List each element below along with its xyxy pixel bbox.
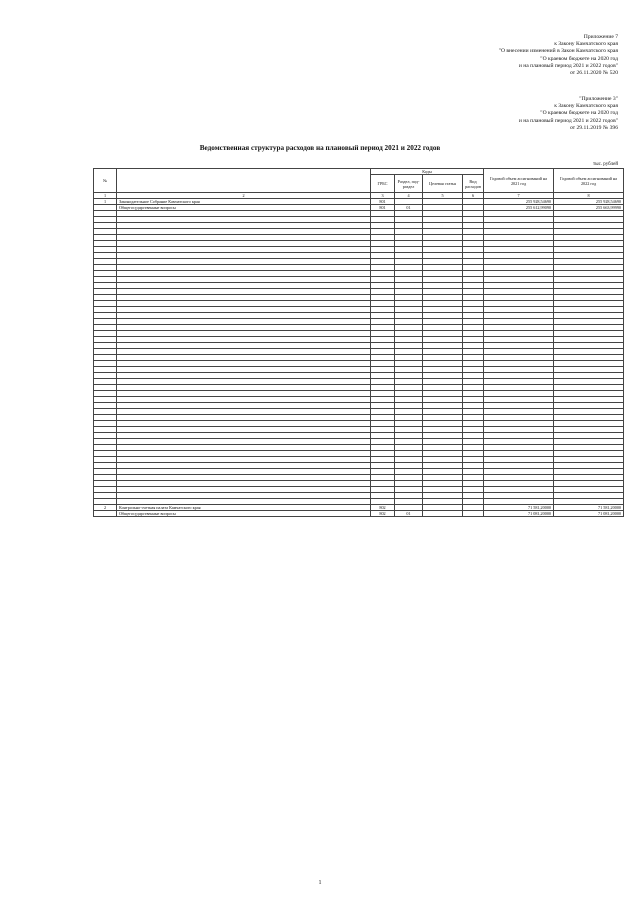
row-sum-2021: 71 581,20000	[484, 505, 554, 511]
appendix-line: к Закону Камчатского края	[554, 103, 618, 110]
header-index: 7	[484, 193, 554, 199]
appendix-3-block	[519, 96, 618, 132]
appendix-line: "О внесении изменений в Закон Камчатского края	[498, 48, 618, 55]
table-body	[94, 199, 624, 517]
page-number: 1	[318, 880, 322, 886]
header-codes: Коды	[371, 169, 484, 175]
appendix-line: к Закону Камчатского края	[554, 41, 618, 48]
row-name: Контрольно-счетная палата Камчатского края	[117, 505, 371, 511]
row-grbs: 802	[371, 505, 395, 511]
row-grbs: 801	[371, 199, 395, 205]
header-sum-2021: Годовой объем ассигнований на 2021 год	[484, 169, 554, 193]
appendix-7-block	[499, 34, 618, 77]
appendix-line: от 26.11.2020 № 520	[569, 70, 618, 77]
row-section: 01	[395, 511, 423, 517]
header-index: 1	[94, 193, 117, 199]
header-grbs: ГРБС	[371, 175, 395, 193]
row-expense-type	[463, 511, 484, 517]
row-number	[94, 511, 117, 517]
row-section: 01	[395, 205, 423, 211]
row-sum-2021: 255 928,54690	[484, 199, 554, 205]
header-row-top	[94, 169, 624, 175]
header-num: №	[94, 169, 117, 193]
header-index: 3	[371, 193, 395, 199]
expense-structure-table	[93, 168, 624, 517]
appendix-line: Приложение 7	[583, 34, 618, 40]
units-label: тыс. рублей	[593, 162, 618, 167]
appendix-line: "О краевом бюджете на 2020 год	[540, 110, 618, 117]
header-target: Целевая статья	[423, 175, 463, 193]
row-sum-2021: 255 612,99090	[484, 205, 554, 211]
appendix-line: "Приложение 3"	[579, 96, 618, 102]
row-sum-2022: 255 928,54690	[554, 199, 624, 205]
header-index: 2	[117, 193, 371, 199]
header-index: 4	[395, 193, 423, 199]
row-grbs: 801	[371, 205, 395, 211]
header-index: 8	[554, 193, 624, 199]
row-sum-2021: 71 081,20000	[484, 511, 554, 517]
row-target	[423, 511, 463, 517]
table-row	[94, 511, 624, 517]
appendix-line: от 29.11.2019 № 396	[569, 124, 618, 131]
header-expense-type: Вид расходов	[463, 175, 484, 193]
header-index: 6	[463, 193, 484, 199]
row-number: 1	[94, 199, 117, 205]
row-sum-2022: 71 581,20000	[554, 505, 624, 511]
row-sum-2022: 255 663,99990	[554, 205, 624, 211]
page-title: Ведомственная структура расходов на плановый период 2021 и 2022 годов	[199, 144, 441, 152]
header-index: 5	[423, 193, 463, 199]
row-name: Законодательное Собрание Камчатского края	[117, 199, 371, 205]
row-name: Общегосударственные вопросы	[117, 205, 371, 211]
header-sum-2022: Годовой объем ассигнований на 2022 год	[554, 169, 624, 193]
appendix-line: и на плановый период 2021 и 2022 годов"	[518, 117, 618, 124]
appendix-line: "О краевом бюджете на 2020 год	[540, 55, 618, 62]
row-name: Общегосударственные вопросы	[117, 511, 371, 517]
row-number: 2	[94, 505, 117, 511]
header-name	[117, 169, 371, 193]
row-grbs: 802	[371, 511, 395, 517]
header-section: Раздел, под-раздел	[395, 175, 423, 193]
row-sum-2022: 71 081,20000	[554, 511, 624, 517]
appendix-line: и на плановый период 2021 и 2022 годов"	[518, 62, 618, 69]
